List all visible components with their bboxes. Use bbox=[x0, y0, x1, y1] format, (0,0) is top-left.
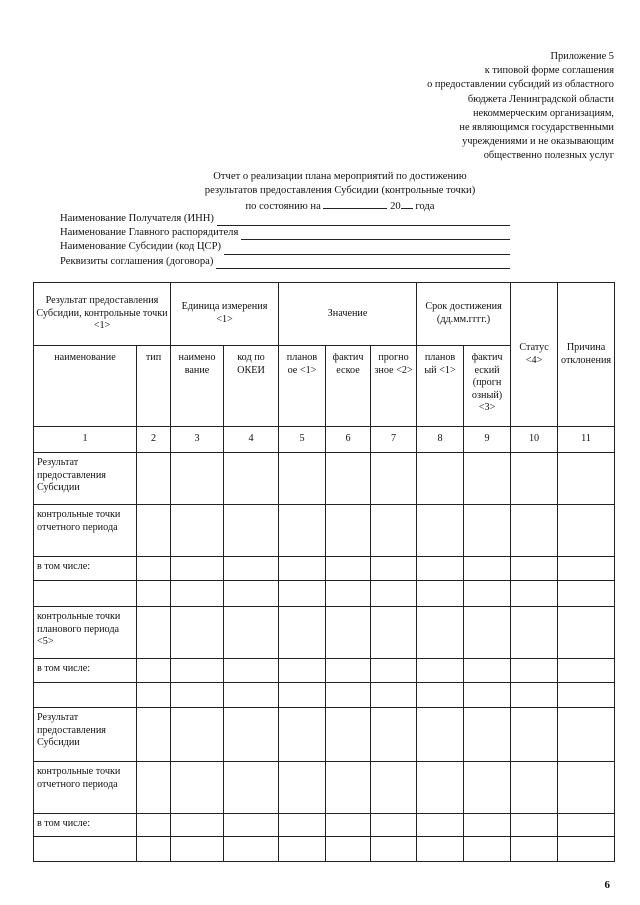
table-cell[interactable] bbox=[326, 581, 371, 607]
table-cell[interactable] bbox=[224, 581, 279, 607]
table-cell[interactable] bbox=[326, 453, 371, 505]
table-cell[interactable] bbox=[171, 607, 224, 659]
table-cell[interactable] bbox=[511, 453, 558, 505]
column-number: 7 bbox=[371, 427, 417, 453]
header-reason: Причина отклонения bbox=[558, 283, 615, 427]
table-cell[interactable] bbox=[464, 762, 511, 814]
table-cell[interactable] bbox=[137, 581, 171, 607]
table-row bbox=[34, 557, 615, 581]
subheader-name: наименование bbox=[34, 346, 137, 427]
table-cell[interactable] bbox=[464, 837, 511, 862]
page-number: 6 bbox=[604, 879, 610, 891]
row-label bbox=[34, 683, 137, 708]
table-cell[interactable] bbox=[279, 505, 326, 557]
field-label: Наименование Получателя (ИНН) bbox=[60, 212, 214, 224]
table-cell[interactable] bbox=[224, 607, 279, 659]
table-cell[interactable] bbox=[464, 683, 511, 708]
table-cell[interactable] bbox=[137, 453, 171, 505]
table-cell[interactable] bbox=[326, 683, 371, 708]
table-cell[interactable] bbox=[558, 607, 615, 659]
table-cell[interactable] bbox=[279, 683, 326, 708]
column-number: 4 bbox=[224, 427, 279, 453]
table-cell[interactable] bbox=[464, 557, 511, 581]
table-row bbox=[34, 837, 615, 862]
row-label: контрольные точки отчетного периода bbox=[34, 762, 137, 814]
table-row bbox=[34, 505, 615, 557]
field-blank-line[interactable] bbox=[217, 215, 510, 226]
table-row bbox=[34, 581, 615, 607]
appendix-line: бюджета Ленинградской области bbox=[467, 93, 614, 105]
table-cell[interactable] bbox=[511, 659, 558, 683]
field-subsidy-name bbox=[60, 240, 510, 254]
row-label: в том числе: bbox=[34, 557, 137, 581]
table-cell[interactable] bbox=[326, 505, 371, 557]
table-cell[interactable] bbox=[326, 557, 371, 581]
table-row bbox=[34, 814, 615, 837]
table-cell[interactable] bbox=[511, 683, 558, 708]
appendix-line: учреждениями и не оказывающим bbox=[462, 136, 614, 148]
table-cell[interactable] bbox=[171, 814, 224, 837]
table-cell[interactable] bbox=[464, 453, 511, 505]
table-cell[interactable] bbox=[171, 708, 224, 762]
column-number: 2 bbox=[137, 427, 171, 453]
table-cell[interactable] bbox=[171, 505, 224, 557]
table-cell[interactable] bbox=[279, 762, 326, 814]
table-cell[interactable] bbox=[511, 837, 558, 862]
table-cell[interactable] bbox=[137, 814, 171, 837]
table-cell[interactable] bbox=[464, 814, 511, 837]
appendix-line: о предоставлении субсидий из областного bbox=[427, 79, 614, 91]
table-cell[interactable] bbox=[326, 708, 371, 762]
table-row bbox=[34, 453, 615, 505]
table-cell[interactable] bbox=[137, 607, 171, 659]
table-cell[interactable] bbox=[511, 505, 558, 557]
table-cell[interactable] bbox=[511, 762, 558, 814]
table-cell[interactable] bbox=[511, 814, 558, 837]
report-title bbox=[140, 170, 540, 213]
table-cell[interactable] bbox=[417, 557, 464, 581]
column-number: 6 bbox=[326, 427, 371, 453]
table-cell[interactable] bbox=[558, 557, 615, 581]
table-row bbox=[34, 708, 615, 762]
requisites-block bbox=[60, 212, 510, 269]
table-cell[interactable] bbox=[279, 607, 326, 659]
field-label: Наименование Субсидии (код ЦСР) bbox=[60, 241, 222, 253]
date-year-blank[interactable] bbox=[401, 198, 413, 209]
row-label bbox=[34, 581, 137, 607]
appendix-line: к типовой форме соглашения bbox=[484, 65, 614, 77]
field-blank-line[interactable] bbox=[241, 229, 510, 240]
table-cell[interactable] bbox=[371, 557, 417, 581]
table-cell[interactable] bbox=[417, 814, 464, 837]
column-number: 5 bbox=[279, 427, 326, 453]
table-cell[interactable] bbox=[279, 837, 326, 862]
table-cell[interactable] bbox=[558, 505, 615, 557]
field-blank-line[interactable] bbox=[224, 244, 510, 255]
table-cell[interactable] bbox=[171, 557, 224, 581]
table-cell[interactable] bbox=[464, 505, 511, 557]
header-status: Статус <4> bbox=[511, 283, 558, 427]
row-label: в том числе: bbox=[34, 814, 137, 837]
table-cell[interactable] bbox=[137, 505, 171, 557]
date-century: 20 bbox=[390, 200, 401, 212]
table-cell[interactable] bbox=[417, 607, 464, 659]
table-cell[interactable] bbox=[137, 683, 171, 708]
row-label bbox=[34, 837, 137, 862]
table-cell[interactable] bbox=[511, 581, 558, 607]
table-cell[interactable] bbox=[511, 557, 558, 581]
appendix-note bbox=[294, 50, 614, 164]
table-cell[interactable] bbox=[279, 659, 326, 683]
table-cell[interactable] bbox=[417, 708, 464, 762]
row-label: Результат предоставления Субсидии bbox=[34, 708, 137, 762]
table-row bbox=[34, 762, 615, 814]
table-cell[interactable] bbox=[417, 683, 464, 708]
table-cell[interactable] bbox=[371, 708, 417, 762]
table-cell[interactable] bbox=[171, 453, 224, 505]
table-cell[interactable] bbox=[464, 581, 511, 607]
table-cell[interactable] bbox=[371, 683, 417, 708]
row-label: контрольные точки отчетного периода bbox=[34, 505, 137, 557]
table-cell[interactable] bbox=[279, 708, 326, 762]
table-cell[interactable] bbox=[558, 837, 615, 862]
field-label: Наименование Главного распорядителя bbox=[60, 227, 239, 239]
field-agreement-details bbox=[60, 255, 510, 269]
table-cell[interactable] bbox=[558, 581, 615, 607]
subheader-forecast: прогно зное <2> bbox=[371, 346, 417, 427]
table-cell[interactable] bbox=[224, 708, 279, 762]
table-cell[interactable] bbox=[279, 453, 326, 505]
table-cell[interactable] bbox=[511, 708, 558, 762]
table-cell[interactable] bbox=[224, 762, 279, 814]
header-unit: Единица измерения <1> bbox=[171, 283, 279, 346]
field-main-manager bbox=[60, 226, 510, 240]
table-cell[interactable] bbox=[558, 708, 615, 762]
table-cell[interactable] bbox=[171, 762, 224, 814]
table-cell[interactable] bbox=[417, 837, 464, 862]
table-cell[interactable] bbox=[371, 505, 417, 557]
table-cell[interactable] bbox=[371, 607, 417, 659]
table-cell[interactable] bbox=[224, 505, 279, 557]
table-cell[interactable] bbox=[279, 581, 326, 607]
table-cell[interactable] bbox=[371, 659, 417, 683]
table-cell[interactable] bbox=[511, 607, 558, 659]
appendix-line: общественно полезных услуг bbox=[483, 150, 614, 162]
column-number: 3 bbox=[171, 427, 224, 453]
subheader-deadline-actual: фактич еский (прогн озный) <3> bbox=[464, 346, 511, 427]
column-number: 9 bbox=[464, 427, 511, 453]
header-row-groups bbox=[34, 283, 615, 346]
subheader-type: тип bbox=[137, 346, 171, 427]
table-cell[interactable] bbox=[558, 762, 615, 814]
appendix-line: не являющимся государственными bbox=[459, 122, 614, 134]
table-cell[interactable] bbox=[279, 557, 326, 581]
table-cell[interactable] bbox=[224, 453, 279, 505]
table-cell[interactable] bbox=[417, 659, 464, 683]
title-line-2: результатов предоставления Субсидии (контрольные точки) bbox=[204, 184, 476, 196]
table-cell[interactable] bbox=[224, 683, 279, 708]
table-cell[interactable] bbox=[224, 557, 279, 581]
table-cell[interactable] bbox=[464, 708, 511, 762]
column-number: 10 bbox=[511, 427, 558, 453]
table-cell[interactable] bbox=[279, 814, 326, 837]
header-deadline: Срок достижения (дд.мм.гггг.) bbox=[417, 283, 511, 346]
table-cell[interactable] bbox=[417, 453, 464, 505]
field-label: Реквизиты соглашения (договора) bbox=[60, 255, 214, 267]
date-suffix: года bbox=[415, 200, 435, 212]
table-cell[interactable] bbox=[371, 762, 417, 814]
table-cell[interactable] bbox=[171, 683, 224, 708]
column-number: 11 bbox=[558, 427, 615, 453]
table-cell[interactable] bbox=[137, 557, 171, 581]
appendix-line: Приложение 5 bbox=[550, 51, 614, 62]
table-cell[interactable] bbox=[171, 837, 224, 862]
row-label: в том числе: bbox=[34, 659, 137, 683]
column-number-row bbox=[34, 427, 615, 453]
column-number: 1 bbox=[34, 427, 137, 453]
date-day-month-blank[interactable] bbox=[323, 198, 387, 209]
table-cell[interactable] bbox=[326, 607, 371, 659]
title-line-1: Отчет о реализации плана мероприятий по достижению bbox=[213, 171, 467, 182]
table-cell[interactable] bbox=[371, 814, 417, 837]
table-cell[interactable] bbox=[558, 453, 615, 505]
table-cell[interactable] bbox=[326, 837, 371, 862]
table-cell[interactable] bbox=[326, 814, 371, 837]
report-table bbox=[33, 282, 615, 862]
table-cell[interactable] bbox=[171, 581, 224, 607]
table-cell[interactable] bbox=[558, 814, 615, 837]
table-cell[interactable] bbox=[417, 505, 464, 557]
date-prefix: по состоянию на bbox=[245, 200, 321, 212]
table-cell[interactable] bbox=[224, 814, 279, 837]
subheader-deadline-planned: планов ый <1> bbox=[417, 346, 464, 427]
table-cell[interactable] bbox=[224, 659, 279, 683]
table-cell[interactable] bbox=[171, 659, 224, 683]
header-value: Значение bbox=[279, 283, 417, 346]
subheader-actual: фактич еское bbox=[326, 346, 371, 427]
table-cell[interactable] bbox=[371, 581, 417, 607]
table-cell[interactable] bbox=[224, 837, 279, 862]
table-cell[interactable] bbox=[137, 762, 171, 814]
subheader-planned: планов ое <1> bbox=[279, 346, 326, 427]
table-cell[interactable] bbox=[558, 659, 615, 683]
table-cell[interactable] bbox=[417, 762, 464, 814]
table-cell[interactable] bbox=[464, 607, 511, 659]
field-recipient bbox=[60, 212, 510, 226]
row-label: Результат предоставления Субсидии bbox=[34, 453, 137, 505]
row-label: контрольные точки планового периода <5> bbox=[34, 607, 137, 659]
header-result: Результат предоставления Субсидии, контрольные точки <1> bbox=[34, 283, 171, 346]
table-cell[interactable] bbox=[558, 683, 615, 708]
table-row bbox=[34, 683, 615, 708]
table-cell[interactable] bbox=[417, 581, 464, 607]
table-cell[interactable] bbox=[137, 837, 171, 862]
table-cell[interactable] bbox=[326, 762, 371, 814]
table-cell[interactable] bbox=[371, 837, 417, 862]
table-cell[interactable] bbox=[137, 659, 171, 683]
table-cell[interactable] bbox=[137, 708, 171, 762]
subheader-unit-name: наимено вание bbox=[171, 346, 224, 427]
column-number: 8 bbox=[417, 427, 464, 453]
appendix-line: некоммерческим организациям, bbox=[472, 107, 614, 119]
table-cell[interactable] bbox=[371, 453, 417, 505]
field-blank-line[interactable] bbox=[216, 258, 510, 269]
table-cell[interactable] bbox=[464, 659, 511, 683]
table-cell[interactable] bbox=[326, 659, 371, 683]
subheader-okei: код по ОКЕИ bbox=[224, 346, 279, 427]
table-row bbox=[34, 659, 615, 683]
table-row bbox=[34, 607, 615, 659]
